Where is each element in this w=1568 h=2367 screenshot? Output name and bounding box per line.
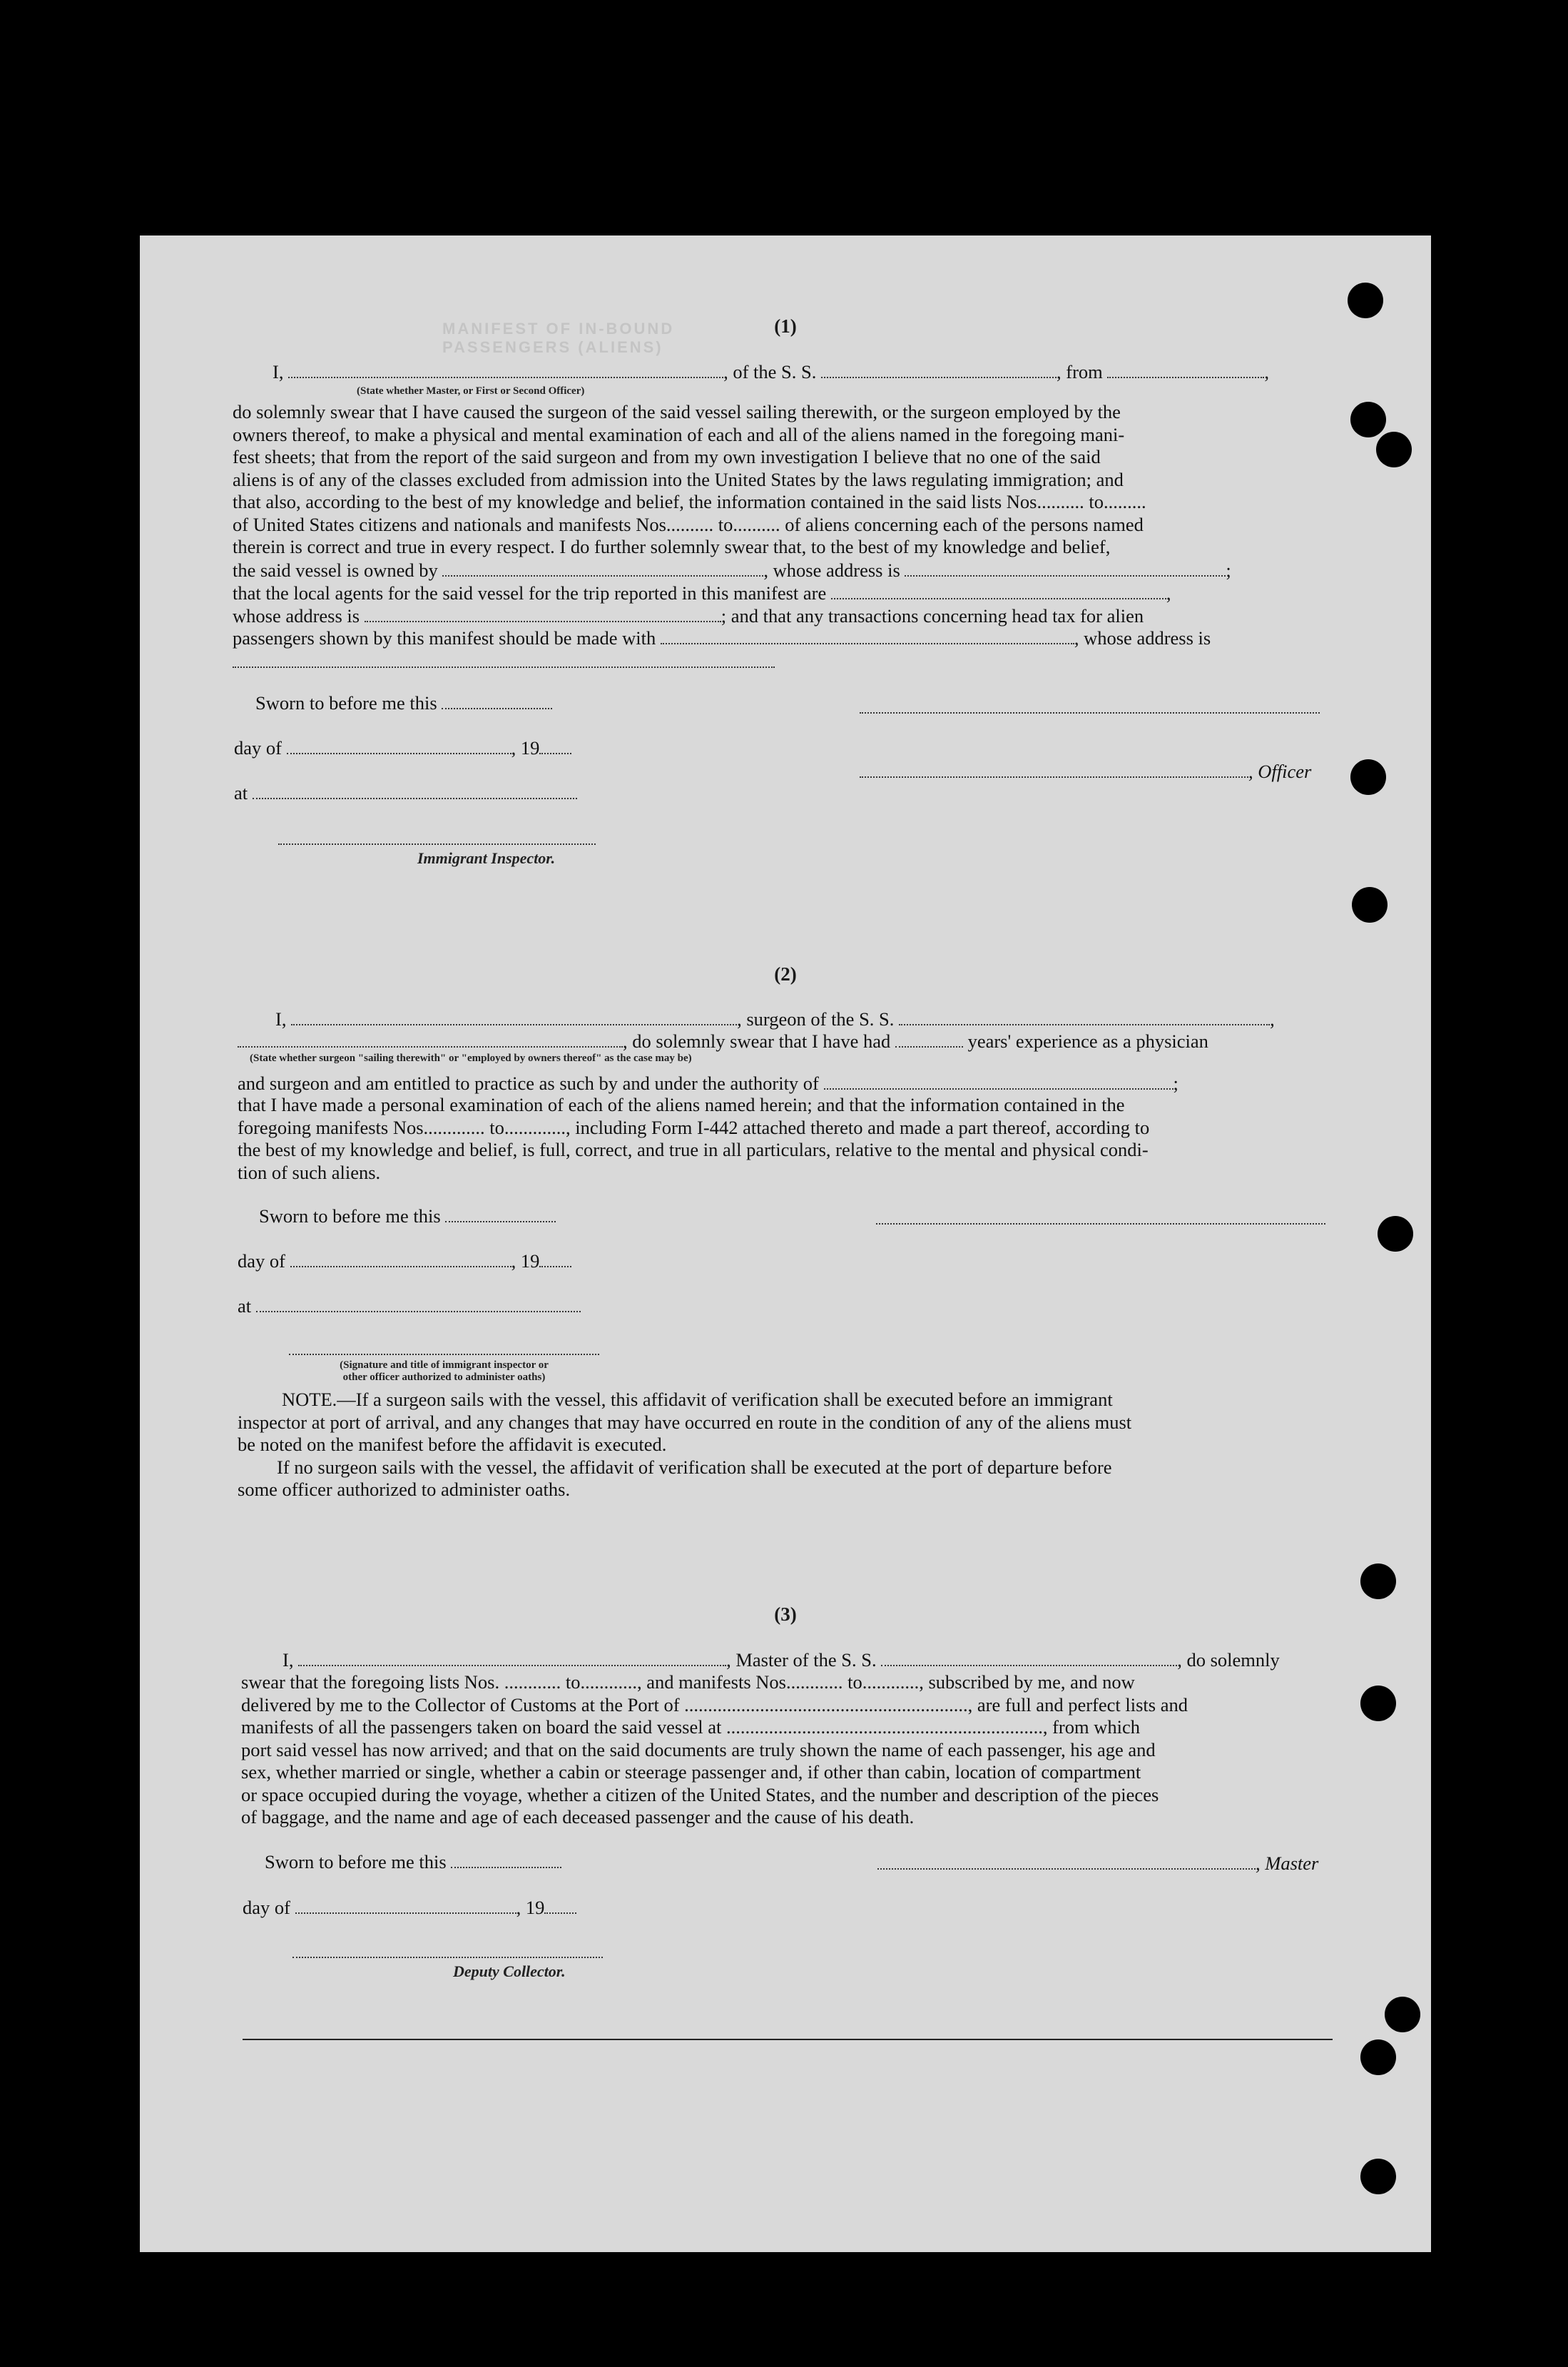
s1-text-line: do solemnly swear that I have caused the surgeon of the said vessel sailing therewith, or the surgeon employed by the [233, 401, 1121, 422]
bottom-rule [243, 2039, 1333, 2040]
s2-signature-blank [876, 1222, 1325, 1225]
s1-caption: (State whether Master, or First or Second Officer) [357, 385, 585, 397]
s1-line-1: I, , of the S. S. , from , [273, 361, 1270, 382]
punch-hole-11 [1360, 2159, 1396, 2194]
s1-text-line: aliens is of any of the classes excluded from admission into the United States by the laws regulating immigration; and [233, 468, 1124, 490]
s3-text-line: sex, whether married or single, whether a cabin or steerage passenger and, if other than cabin, location of compartment [241, 1761, 1141, 1783]
s1-text-line: that also, according to the best of my knowledge and belief, the information contained in the said lists Nos.......... to......... [233, 491, 1146, 512]
section-2-number: (2) [774, 963, 797, 985]
s2-note-line: If no surgeon sails with the vessel, the affidavit of verification shall be executed at the port of departure before [277, 1456, 1112, 1478]
s1-agents-line: that the local agents for the said vessel for the trip reported in this manifest are , [233, 582, 1171, 604]
s3-collector-blank [292, 1955, 603, 1958]
s3-paragraph [241, 1671, 1333, 1829]
s3-dayof: day of , 19 [243, 1897, 576, 1919]
s2-note-line: some officer authorized to administer oaths. [238, 1479, 571, 1500]
s3-text-line: manifests of all the passengers taken on board the said vessel at ..................................................................., from which [241, 1716, 1140, 1738]
s3-sworn: Sworn to before me this [265, 1851, 561, 1873]
s3-master-line: , Master [877, 1852, 1318, 1875]
s2-line-1: I, , surgeon of the S. S. , [275, 1008, 1275, 1030]
punch-hole-10 [1360, 2039, 1396, 2075]
punch-hole-6 [1378, 1216, 1413, 1252]
s1-signature-blank [860, 711, 1320, 714]
punch-hole-9 [1385, 1997, 1420, 2032]
s3-text-line: or space occupied during the voyage, whether a citizen of the United States, and the number and description of the pieces [241, 1783, 1159, 1805]
s1-inspector-blank [278, 842, 596, 845]
faded-header: MANIFEST OF IN-BOUND PASSENGERS (ALIENS) [442, 320, 675, 356]
s2-paragraph [238, 1094, 1329, 1184]
s1-text-line: owners thereof, to make a physical and mental examination of each and all of the aliens named in the foregoing mani- [233, 423, 1125, 445]
s3-line-1: I, , Master of the S. S. , do solemnly [282, 1649, 1280, 1671]
s2-note-line: inspector at port of arrival, and any changes that may have occurred en route in the condition of any of the aliens must [238, 1411, 1132, 1433]
s1-sworn: Sworn to before me this [255, 692, 552, 714]
s1-owned-line: the said vessel is owned by , whose address is ; [233, 559, 1231, 581]
s2-text-line: tion of such aliens. [238, 1161, 381, 1183]
s2-dayof: day of , 19 [238, 1250, 571, 1272]
s2-line-3: and surgeon and am entitled to practice as such by and under the authority of ; [238, 1073, 1178, 1094]
s2-caption: (State whether surgeon "sailing therewith" or "employed by owners thereof" as the case may be) [250, 1053, 692, 1064]
s1-officer-line: , Officer [860, 761, 1311, 783]
section-1-number: (1) [774, 315, 797, 337]
s2-sig-caption-2: other officer authorized to administer oaths) [342, 1372, 546, 1383]
s1-at: at [234, 782, 577, 804]
punch-hole-8 [1360, 1686, 1396, 1721]
s1-passengers-line: passengers shown by this manifest should be made with , whose address is [233, 627, 1211, 649]
s2-line-2: , do solemnly swear that I have had years' experience as a physician [238, 1030, 1208, 1053]
punch-hole-5 [1352, 887, 1388, 923]
punch-hole-3 [1376, 432, 1412, 467]
s3-text-line: swear that the foregoing lists Nos. ............ to............, and manifests Nos............ to............, subscribed by me, and now [241, 1671, 1135, 1693]
s1-dayof: day of , 19 [234, 737, 571, 759]
s1-text-line: fest sheets; that from the report of the said surgeon and from my own investigation I believe that no one of the said [233, 446, 1101, 467]
punch-hole-7 [1360, 1563, 1396, 1599]
s2-at: at [238, 1295, 581, 1317]
s3-collector-label: Deputy Collector. [453, 1962, 566, 1980]
s1-address-blank [233, 665, 775, 668]
s2-text-line: the best of my knowledge and belief, is full, correct, and true in all particulars, relative to the mental and physical condi- [238, 1139, 1149, 1160]
s2-sworn: Sworn to before me this [259, 1205, 556, 1227]
s1-text-line: therein is correct and true in every respect. I do further solemnly swear that, to the best of my knowledge and belief, [233, 536, 1111, 557]
s2-note-line: NOTE.—If a surgeon sails with the vessel, this affidavit of verification shall be executed before an immigrant [282, 1389, 1113, 1410]
s2-text-line: foregoing manifests Nos............. to............., including Form I-442 attached thereto and made a part thereof, according to [238, 1116, 1150, 1138]
s3-text-line: delivered by me to the Collector of Customs at the Port of ............................................................, are full and perfect lists and [241, 1693, 1188, 1715]
s3-text-line: port said vessel has now arrived; and that on the said documents are truly shown the name of each passenger, his age and [241, 1738, 1156, 1760]
s3-text-line: of baggage, and the name and age of each deceased passenger and the cause of his death. [241, 1806, 915, 1828]
s1-paragraph [233, 401, 1324, 559]
s1-text-line: of United States citizens and nationals and manifests Nos.......... to.......... of aliens concerning each of the persons named [233, 513, 1144, 535]
punch-hole-1 [1348, 283, 1383, 318]
s1-whose-line: whose address is ; and that any transactions concerning head tax for alien [233, 605, 1144, 627]
s2-sig-blank [289, 1352, 599, 1355]
s1-inspector-label: Immigrant Inspector. [417, 849, 556, 867]
s2-text-line: that I have made a personal examination of each of the aliens named herein; and that the information contained in the [238, 1094, 1125, 1115]
section-3-number: (3) [774, 1603, 797, 1625]
punch-hole-4 [1350, 759, 1386, 795]
s2-note [238, 1389, 1329, 1501]
punch-hole-2 [1350, 402, 1386, 437]
s2-sig-caption-1: (Signature and title of immigrant inspector or [340, 1359, 549, 1371]
s2-note-line: be noted on the manifest before the affidavit is executed. [238, 1434, 667, 1455]
